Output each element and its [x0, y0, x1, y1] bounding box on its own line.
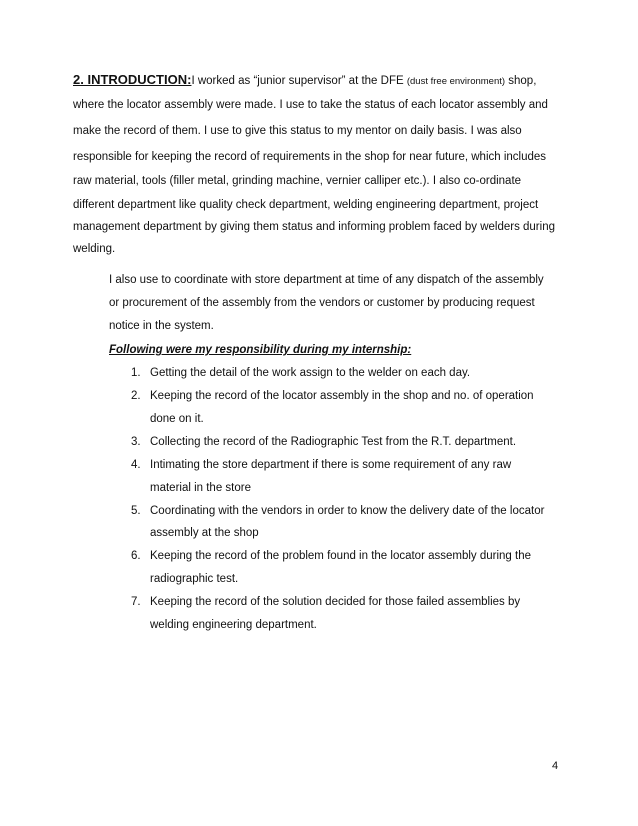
list-text: Coordinating with the vendors in order to know the delivery date of the locator [150, 505, 545, 517]
list-text: radiographic test. [150, 573, 239, 585]
list-text: Keeping the record of the locator assembly in the shop and no. of operation [150, 390, 534, 402]
page-number: 4 [552, 760, 559, 772]
section-heading: 2. INTRODUCTION: [73, 72, 192, 87]
list-text: material in the store [150, 482, 251, 494]
intro-line: welding. [73, 243, 116, 255]
responsibility-title: Following were my responsibility during my internship: [109, 344, 412, 356]
intro-line: where the locator assembly were made. I use to take the status of each locator assembly and [73, 99, 548, 111]
coordination-line: I also use to coordinate with store department at time of any dispatch of the assembly [109, 274, 544, 286]
list-text: Keeping the record of the solution decided for those failed assemblies by [150, 596, 521, 608]
list-number: 4. [131, 459, 141, 471]
coordination-line: or procurement of the assembly from the vendors or customer by producing request [109, 297, 535, 309]
list-text: Getting the detail of the work assign to the welder on each day. [150, 367, 471, 379]
intro-first-line [73, 68, 573, 94]
list-text: Collecting the record of the Radiographic Test from the R.T. department. [150, 436, 517, 448]
list-number: 2. [131, 390, 141, 402]
list-text: Intimating the store department if there is some requirement of any raw [150, 459, 512, 471]
coordination-line: notice in the system. [109, 320, 214, 332]
intro-line: responsible for keeping the record of requirements in the shop for near future, which includes [73, 151, 547, 163]
intro-line: make the record of them. I use to give this status to my mentor on daily basis. I was also [73, 125, 522, 137]
list-text: Keeping the record of the problem found in the locator assembly during the [150, 550, 532, 562]
intro-line: management department by giving them status and informing problem faced by welders during [73, 221, 555, 233]
list-number: 3. [131, 436, 141, 448]
list-number: 1. [131, 367, 141, 379]
intro-line: different department like quality check department, welding engineering department, project [73, 199, 539, 211]
list-text: welding engineering department. [150, 619, 317, 631]
intro-text-small: (dust free environment) [406, 76, 506, 87]
list-number: 7. [131, 596, 141, 608]
intro-text-start: I worked as “junior supervisor” at the DFE [191, 75, 407, 87]
list-text: assembly at the shop [150, 527, 259, 539]
intro-line: raw material, tools (filler metal, grinding machine, vernier calliper etc.). I also co-ordinate [73, 175, 522, 187]
list-number: 6. [131, 550, 141, 562]
intro-text-end: shop, [505, 75, 537, 87]
list-number: 5. [131, 505, 141, 517]
list-text: done on it. [150, 413, 204, 425]
